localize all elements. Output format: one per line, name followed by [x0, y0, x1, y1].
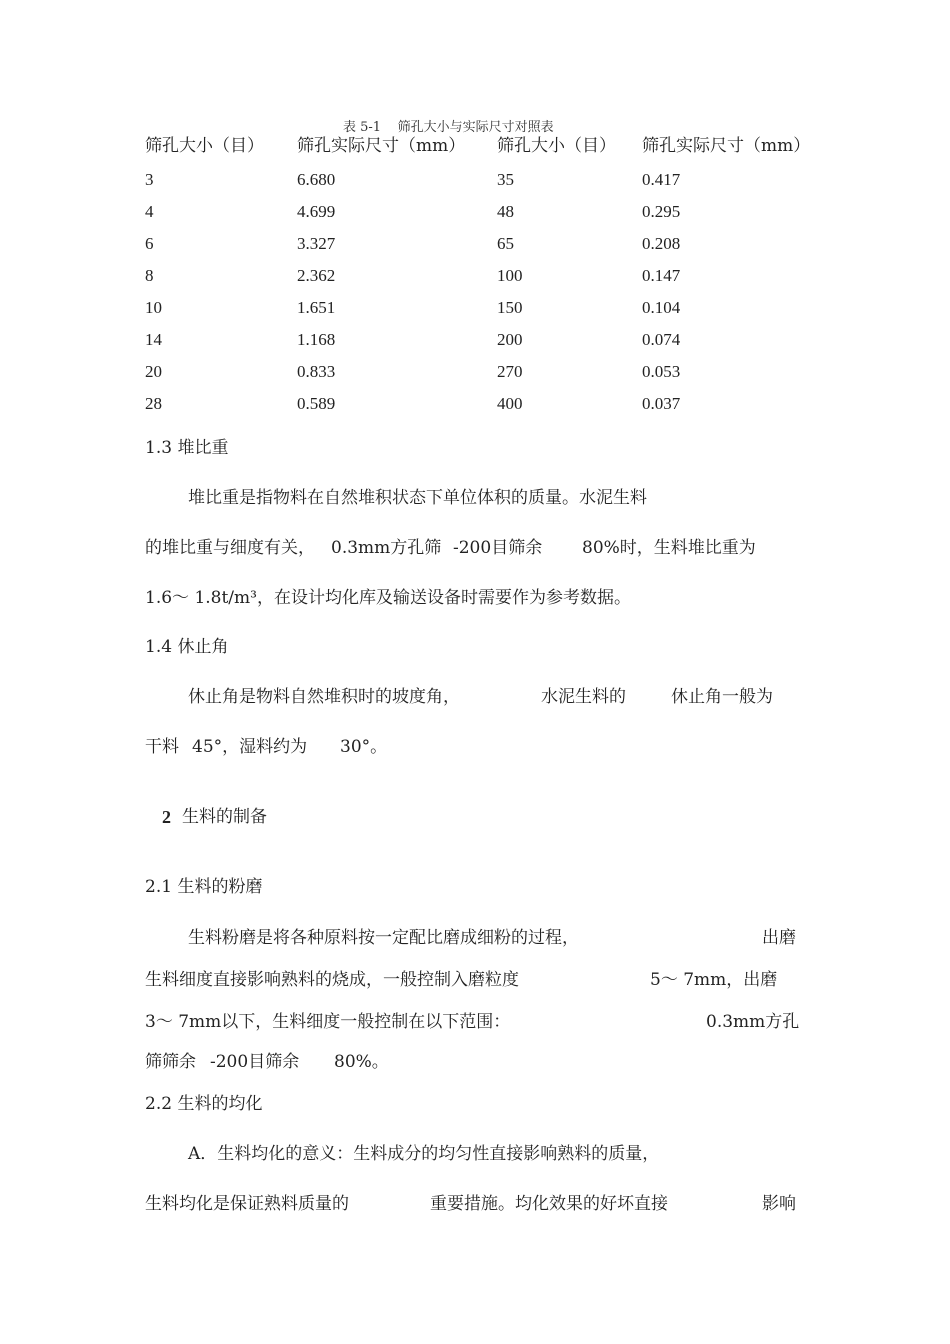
- table-caption: 表 5-1 筛孔大小与实际尺寸对照表: [343, 120, 554, 135]
- table-cell: 6.680: [297, 170, 336, 189]
- paragraph-fragment: 休止角一般为: [671, 687, 773, 707]
- paragraph-line: 的堆比重与细度有关，: [145, 538, 315, 558]
- table-cell: 10: [145, 298, 162, 317]
- table-cell: 0.208: [642, 234, 681, 253]
- paragraph-fragment: 重要措施。均化效果的好坏直接: [430, 1194, 668, 1214]
- table-cell: 2.362: [297, 266, 336, 285]
- table-cell: 35: [497, 170, 514, 189]
- section-heading-2-2: 2.2 生料的均化: [145, 1094, 263, 1114]
- paragraph-fragment: 80%时，生料堆比重为: [582, 538, 756, 558]
- table-cell: 1.168: [297, 330, 336, 349]
- table-cell: 6: [145, 234, 154, 253]
- table-cell: 8: [145, 266, 154, 285]
- table-cell: 28: [145, 394, 162, 413]
- table-cell: 100: [497, 266, 523, 285]
- table-cell: 0.074: [642, 330, 681, 349]
- chapter-title: 生料的制备: [182, 807, 267, 827]
- paragraph-line: 生料均化是保证熟料质量的: [145, 1194, 349, 1214]
- table-cell: 3: [145, 170, 154, 189]
- paragraph-line: 休止角是物料自然堆积时的坡度角，: [188, 687, 460, 707]
- paragraph-fragment: -200目筛余: [453, 538, 543, 558]
- table-header-size-1: 筛孔实际尺寸（mm）: [297, 136, 466, 156]
- table-cell: 150: [497, 298, 523, 317]
- section-heading-1-4: 1.4 休止角: [145, 637, 229, 657]
- table-cell: 0.295: [642, 202, 681, 221]
- paragraph-fragment: 0.3mm方孔: [706, 1012, 800, 1032]
- paragraph-line: 生料细度直接影响熟料的烧成，一般控制入磨粒度: [145, 970, 519, 990]
- table-cell: 1.651: [297, 298, 336, 317]
- table-cell: 3.327: [297, 234, 336, 253]
- paragraph-fragment: 80%。: [334, 1052, 389, 1072]
- table-cell: 0.833: [297, 362, 336, 381]
- paragraph-fragment: 出磨: [762, 928, 796, 948]
- table-header-size-2: 筛孔实际尺寸（mm）: [642, 136, 811, 156]
- paragraph-line: 干料: [145, 737, 179, 757]
- paragraph-line: 堆比重是指物料在自然堆积状态下单位体积的质量。水泥生料: [188, 488, 647, 508]
- section-heading-1-3: 1.3 堆比重: [145, 438, 229, 458]
- paragraph-fragment: 30°。: [340, 737, 388, 757]
- table-cell: 270: [497, 362, 523, 381]
- paragraph-fragment: 5～ 7mm，出磨: [650, 970, 778, 990]
- table-cell: 400: [497, 394, 523, 413]
- paragraph-line: 筛筛余: [145, 1052, 196, 1072]
- table-cell: 48: [497, 202, 514, 221]
- chapter-number: 2: [162, 807, 171, 827]
- paragraph-line: 3～ 7mm以下，生料细度一般控制在以下范围：: [145, 1012, 511, 1032]
- paragraph-line: 生料粉磨是将各种原料按一定配比磨成细粉的过程，: [188, 928, 579, 948]
- table-header-mesh-2: 筛孔大小（目）: [497, 136, 616, 156]
- table-cell: 14: [145, 330, 162, 349]
- table-cell: 200: [497, 330, 523, 349]
- table-cell: 65: [497, 234, 514, 253]
- table-header-mesh-1: 筛孔大小（目）: [145, 136, 264, 156]
- paragraph-fragment: -200目筛余: [210, 1052, 300, 1072]
- paragraph-fragment: 水泥生料的: [541, 687, 626, 707]
- table-cell: 0.037: [642, 394, 681, 413]
- paragraph-line: A．生料均化的意义：生料成分的均匀性直接影响熟料的质量，: [188, 1144, 660, 1164]
- table-cell: 4: [145, 202, 154, 221]
- table-cell: 0.147: [642, 266, 681, 285]
- paragraph-fragment: 影响: [762, 1194, 796, 1214]
- table-cell: 0.053: [642, 362, 681, 381]
- table-cell: 4.699: [297, 202, 336, 221]
- paragraph-fragment: 45°，湿料约为: [192, 737, 308, 757]
- section-heading-2-1: 2.1 生料的粉磨: [145, 877, 263, 897]
- paragraph-fragment: 0.3mm方孔筛: [331, 538, 442, 558]
- table-cell: 0.104: [642, 298, 681, 317]
- table-cell: 0.589: [297, 394, 336, 413]
- paragraph-line: 1.6～ 1.8t/m³，在设计均化库及输送设备时需要作为参考数据。: [145, 588, 631, 608]
- table-cell: 0.417: [642, 170, 681, 189]
- table-cell: 20: [145, 362, 162, 381]
